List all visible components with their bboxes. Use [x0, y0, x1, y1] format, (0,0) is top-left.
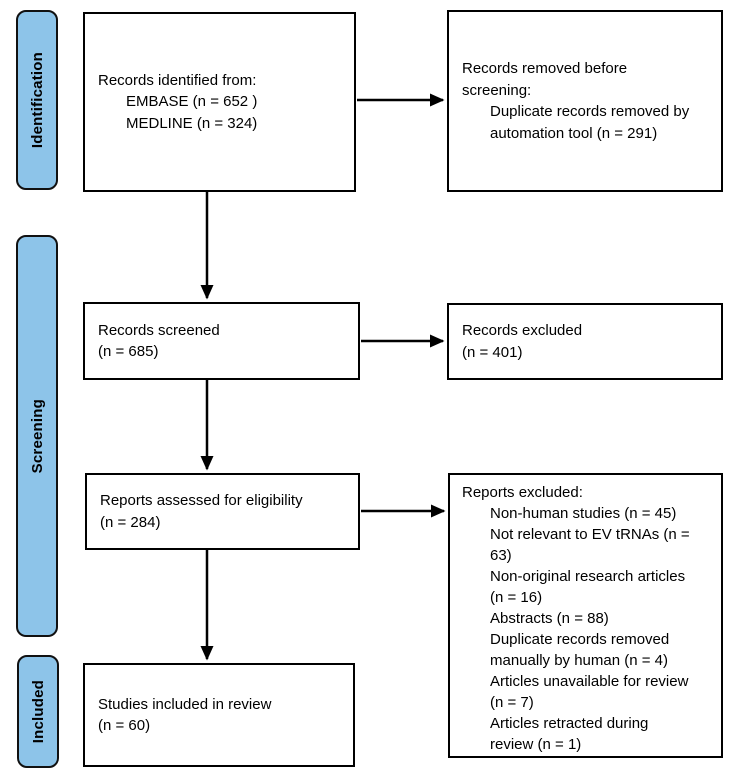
stage-label-identification: Identification: [28, 51, 46, 149]
box-line: Reports assessed for eligibility: [100, 492, 303, 509]
box-line: manually by human (n = 4): [490, 652, 669, 669]
box-line: MEDLINE (n = 324): [126, 114, 258, 132]
box-line: review (n = 1): [490, 736, 582, 753]
box-studies-included: [83, 663, 355, 767]
box-line: Non-original research articles: [490, 568, 686, 585]
box-line: Abstracts (n = 88): [490, 610, 609, 627]
box-line: (n = 16): [490, 589, 543, 606]
box-line: EMBASE (n = 652 ): [126, 93, 258, 111]
box-records-excluded-text: [449, 320, 721, 363]
box-records-screened-text: [85, 320, 358, 363]
stage-bar-identification: [16, 10, 58, 190]
box-line: Records excluded: [462, 322, 583, 339]
box-line: Studies included in review: [98, 695, 272, 713]
box-line: screening:: [462, 81, 532, 99]
box-line: Reports excluded:: [462, 484, 583, 501]
box-line: Non-human studies (n = 45): [490, 505, 677, 522]
box-line: (n = 401): [462, 343, 523, 361]
stage-bar-included: [17, 655, 59, 768]
box-records-removed: [447, 10, 723, 192]
box-line: automation tool (n = 291): [490, 124, 658, 142]
box-records-screened: [83, 302, 360, 380]
box-line: Articles unavailable for review: [490, 673, 689, 690]
box-line: Not relevant to EV tRNAs (n =: [490, 526, 690, 543]
box-studies-included-text: [85, 694, 353, 737]
box-line: (n = 284): [100, 513, 161, 531]
box-line: Duplicate records removed: [490, 631, 670, 648]
box-line: Duplicate records removed by: [490, 103, 690, 120]
box-records-removed-text: [449, 58, 721, 144]
box-line: Records identified from:: [98, 71, 257, 89]
box-reports-excluded: [448, 473, 723, 758]
box-records-identified: [83, 12, 356, 192]
box-line: Records removed before: [462, 60, 628, 77]
box-line: Records screened: [98, 321, 220, 339]
box-line: (n = 60): [98, 717, 151, 734]
box-records-identified-text: [85, 70, 354, 135]
box-line: (n = 7): [490, 694, 534, 711]
stage-label-screening: Screening: [28, 398, 46, 474]
box-line: (n = 685): [98, 343, 159, 360]
box-line: Articles retracted during: [490, 715, 649, 732]
box-reports-assessed: [85, 473, 360, 550]
box-reports-assessed-text: [87, 490, 358, 533]
stage-bar-screening: [16, 235, 58, 637]
stage-label-included: Included: [29, 679, 47, 744]
box-records-excluded: [447, 303, 723, 380]
box-reports-excluded-text: [450, 475, 721, 755]
box-line: 63): [490, 547, 512, 564]
